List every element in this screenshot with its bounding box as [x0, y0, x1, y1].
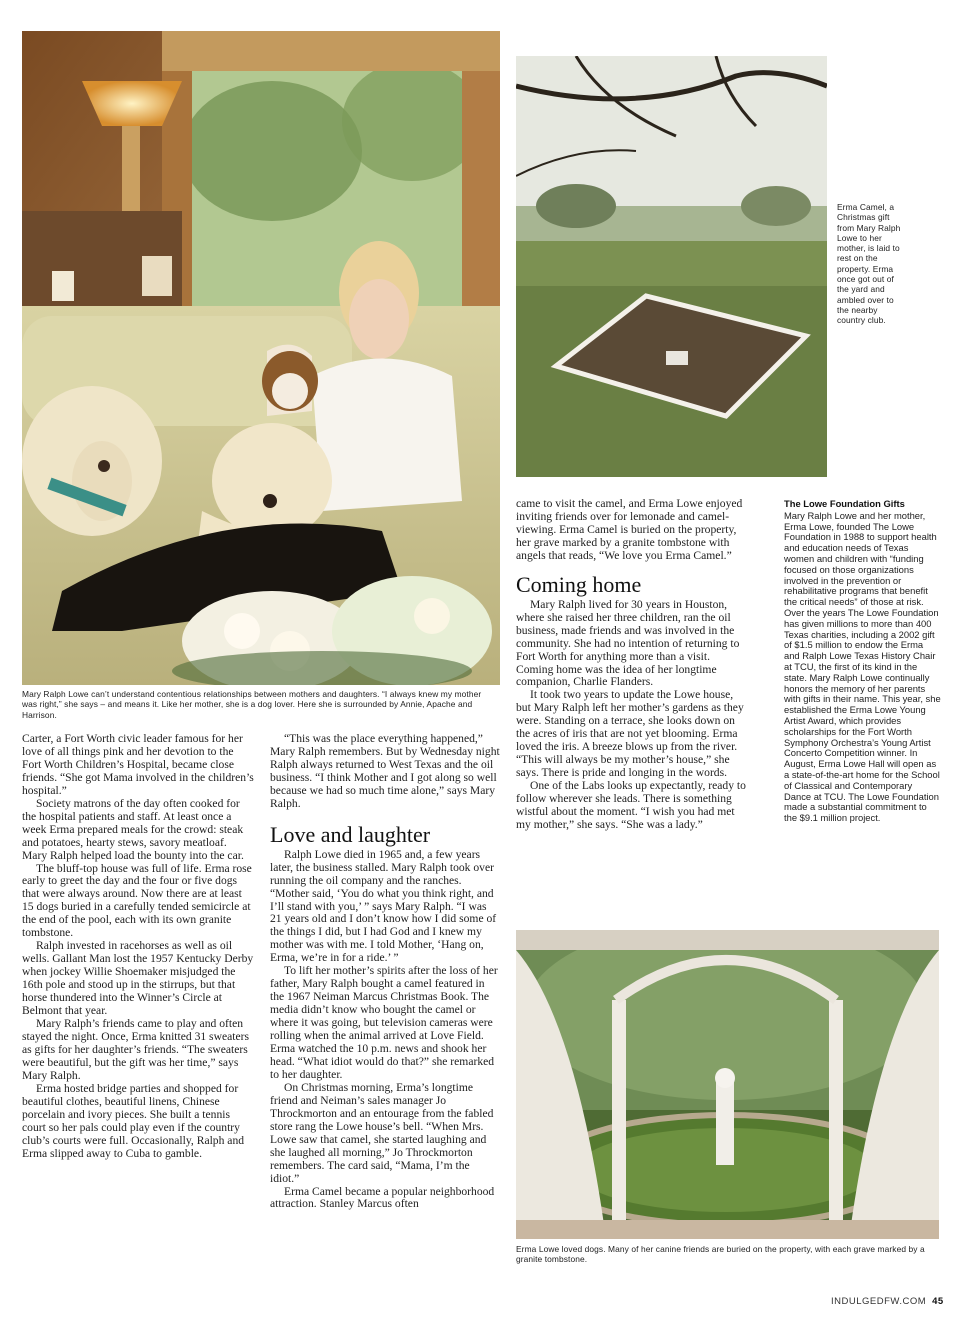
sidebar-paragraph: Mary Ralph Lowe and her mother, Erma Lowe, founded The Lowe Foundation in 1988 to support health and education needs of Texas women and children with “funding focused on those organizations involved in the prevention or rehabilitative programs that benefit the critical needs” of those at risk. — [784, 509, 937, 608]
paragraph: It took two years to update the Lowe house, but Mary Ralph left her mother’s gardens as they were. Standing on a terrace, she looks down on the acres of iris that are not yet blooming. Erma loved the iris. A breeze blows up from the river. “This will always be my mother’s house,” she says. There is pride and longing in the words. — [516, 688, 744, 780]
sidebar-paragraph: Over the years The Lowe Foundation has given millions to more than 400 Texas charities, including a 2002 gift of $1.5 million to endow the Erma and Ralph Lowe Texas History Chair at TCU, the first of its kind in the state. Mary Ralph Lowe continually honors the memory of her parents with gifts in their name. This year, she established the Erma Lowe Young Artist Award, which provides scholarships for the Fort Worth Symphony Orchestra’s Young Artist Concerto Competition winner. In August, Erma Lowe Hall will open as a state-of-the-art home for the School of Classical and Contemporary Dance at TCU. The Lowe Foundation made a substantial commitment to the $9.1 million project. — [784, 606, 941, 824]
paragraph: Mary Ralph lived for 30 years in Houston, where she raised her three children, ran the oil business, made friends and was involved in the community. She had no intention of returning to Fort Worth for anything more than a visit. Coming home was the idea of her longtime companion, Charlie Flanders. — [516, 597, 740, 689]
section-heading-love-and-laughter: Love and laughter — [270, 821, 431, 847]
article-column-1 — [22, 733, 254, 1160]
paragraph: On Christmas morning, Erma’s longtime friend and Neiman’s sales manager Jo Throckmorton and an entourage from the fabled store rang the Lowe house’s bell. “When Mrs. Lowe saw that camel, she started laughing and she laughed all morning,” Jo Throckmorton remembers. The card said, “Mama, I’m the idiot.” — [270, 1080, 494, 1185]
paragraph: To lift her mother’s spirits after the loss of her father, Mary Ralph bought a camel featured in the 1967 Neiman Marcus Christmas Book. The media didn’t know who bought the camel or where it was going, but television cameras were rolling when the animal arrived at Love Field. Erma watched the 10 p.m. news and shook her head. “What idiot would do that?” she remarked to her daughter. — [270, 964, 498, 1081]
article-column-3 — [516, 498, 746, 832]
paragraph: The bluff-top house was full of life. Erma rose early to greet the day and the four or five dogs that were always around. Now there are at least 15 dogs buried in a carefully tended semicircle at the end of the pool, each with its own granite tombstone. — [22, 861, 252, 940]
article-column-2 — [270, 733, 500, 1211]
paragraph: Erma hosted bridge parties and shopped for beautiful clothes, beautiful linens, Chinese porcelain and ivory pieces. She built a tennis court so her pals could play even if the country club’s courts were full. Occasionally, Ralph and Erma slipped away to Cuba to gamble. — [22, 1081, 245, 1160]
lowe-foundation-sidebar — [784, 499, 941, 824]
photo-erma-camel-grave — [516, 56, 827, 477]
paragraph: Carter, a Fort Worth civic leader famous for her love of all things pink and her devotion to the Fort Worth Children’s Hospital, became close friends. “She got Mama involved in the children’s hospital.” — [22, 732, 254, 797]
photo-mary-ralph-with-dogs — [22, 31, 500, 685]
paragraph: One of the Labs looks up expectantly, ready to follow wherever she leads. There is something wistful about the moment. “I wish you had met my mother,” she says. “She was a lady.” — [516, 779, 746, 831]
page-folio — [831, 1296, 944, 1307]
photo-garden-pavilion — [516, 930, 939, 1239]
paragraph: Erma Camel became a popular neighborhood attraction. Stanley Marcus often — [270, 1184, 495, 1211]
page-number: 45 — [932, 1296, 944, 1307]
paragraph: Mary Ralph’s friends came to play and often stayed the night. Once, Erma knitted 31 sweaters as gifts for her daughter’s friends. “The sweaters were beautiful, but the gift was her time,” says Mary Ralph. — [22, 1016, 249, 1082]
sidebar-title: The Lowe Foundation Gifts — [784, 498, 905, 509]
section-heading-coming-home: Coming home — [516, 571, 642, 597]
paragraph: “This was the place everything happened,” Mary Ralph remembers. But by Wednesday night Ralph always returned to West Texas and the oil business. “I think Mother and I got along so well because we had so much time alone,” says Mary Ralph. — [270, 732, 500, 810]
site-url: INDULGEDFW.COM — [831, 1296, 927, 1307]
paragraph: Ralph Lowe died in 1965 and, a few years later, the business stalled. Mary Ralph took over running the oil company and the ranches. “Mother said, ‘You do what you think right, and I’ll stand with you,’ ” says Mary Ralph. “I was 21 years old and I don’t know how I did some of the things I did, but I had God and I knew my mother was with me. I told Mother, ‘Hang on, Erma, we’re in for a ride.’ ” — [270, 847, 497, 965]
grave-photo-caption: Erma Camel, a Christmas gift from Mary Ralph Lowe to her mother, is laid to rest on the property. Erma once got out of the yard and ambled over to the nearby country club. — [837, 202, 901, 326]
garden-photo-caption: Erma Lowe loved dogs. Many of her canine friends are buried on the property, with each grave marked by a granite tombstone. — [516, 1244, 925, 1265]
paragraph: came to visit the camel, and Erma Lowe enjoyed inviting friends over for lemonade and camel-viewing. Erma Camel is buried on the property, her grave marked by a granite tombstone with angels that reads, “We love you Erma Camel.” — [516, 497, 743, 562]
paragraph: Ralph invested in racehorses as well as oil wells. Gallant Man lost the 1957 Kentucky Derby when jockey Willie Shoemaker misjudged the 16th pole and stood up in the stirrups, but that horse thundered into the Winner’s Circle at Belmont that year. — [22, 939, 254, 1018]
main-photo-caption: Mary Ralph Lowe can’t understand contentious relationships between mothers and daughters. “I always knew my mother was right,” she says – and means it. Like her mother, she is a dog lover. Here she is surrounded by Annie, Apache and Harrison. — [22, 689, 482, 720]
paragraph: Society matrons of the day often cooked for the hospital patients and staff. At least once a week Erma prepared meals for the crowd: steak and potatoes, hearty stews, savory meatloaf. Mary Ralph helped load the bounty into the car. — [22, 796, 244, 862]
